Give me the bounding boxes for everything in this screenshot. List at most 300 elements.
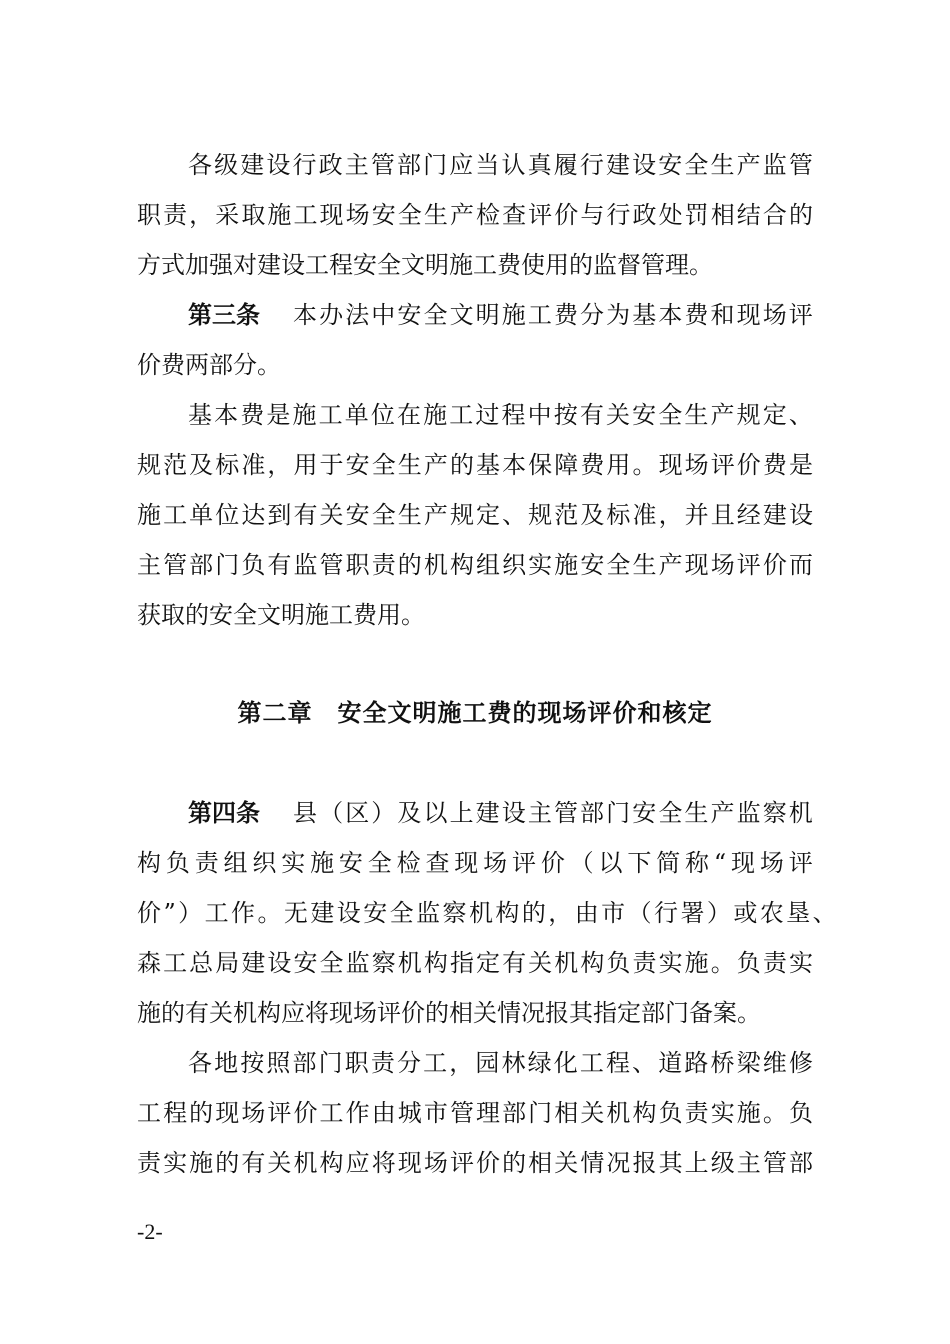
char: 构 [319, 1149, 344, 1177]
char: 机 [788, 799, 813, 827]
char: 采 [215, 201, 240, 229]
char: 有 [579, 401, 604, 429]
char: 全 [658, 799, 683, 827]
char: 监 [293, 551, 318, 579]
char: 检 [476, 201, 501, 229]
body-line: 价费两部分。 [137, 351, 281, 379]
char: 工 [579, 1049, 604, 1077]
char: 本 [502, 451, 527, 479]
char: ， [189, 201, 214, 229]
char: 责 [137, 1149, 161, 1177]
char: 责 [762, 949, 787, 977]
char: 按 [553, 401, 578, 429]
char: 建 [310, 899, 335, 927]
char: 施 [554, 551, 579, 579]
char: 实 [710, 1099, 735, 1127]
char: 负 [788, 1099, 813, 1127]
char: 政 [632, 201, 657, 229]
page-number: -2- [137, 1219, 163, 1244]
body-line [137, 1148, 813, 1178]
char: 关 [580, 1099, 605, 1127]
char: 园 [475, 1049, 500, 1077]
char: 现 [454, 849, 479, 877]
char: 费 [684, 301, 709, 329]
char: 的 [502, 1149, 527, 1177]
char: 程 [163, 1099, 188, 1127]
char: 位 [370, 401, 395, 429]
char: 全 [319, 949, 344, 977]
char: 照 [266, 1049, 291, 1077]
char: 绿 [527, 1049, 552, 1077]
char: 本 [293, 301, 317, 329]
char: 合 [762, 201, 787, 229]
char: 施 [189, 1149, 214, 1177]
char: 工 [423, 1049, 448, 1077]
char: 且 [710, 501, 735, 529]
char: 将 [371, 1149, 396, 1177]
char: 负 [165, 849, 190, 877]
char: 察 [442, 899, 467, 927]
char: 。 [257, 899, 282, 927]
char: 修 [788, 1049, 813, 1077]
char: 生 [397, 501, 422, 529]
char: 位 [215, 501, 240, 529]
char: 全 [371, 451, 396, 479]
char: 产 [423, 451, 448, 479]
char: 门 [318, 1049, 343, 1077]
article-3-text [293, 300, 813, 330]
body-line [137, 550, 813, 580]
char: 管 [553, 799, 578, 827]
char: 查 [425, 849, 450, 877]
char: 全 [684, 151, 709, 179]
char: 与 [580, 201, 605, 229]
char: 费 [762, 451, 787, 479]
char: 全 [658, 401, 683, 429]
char: 行 [606, 201, 631, 229]
char: 为 [606, 301, 631, 329]
char: 建 [762, 501, 787, 529]
char: 建 [475, 799, 500, 827]
char: 机 [293, 1149, 318, 1177]
char: 的 [521, 899, 546, 927]
char: 作 [231, 899, 256, 927]
char: 有 [267, 551, 292, 579]
char: 及 [580, 501, 605, 529]
char: 评 [267, 1099, 292, 1127]
char: 林 [501, 1049, 526, 1077]
char: 现 [215, 1099, 240, 1127]
char: 组 [476, 551, 501, 579]
char: 施 [501, 301, 526, 329]
char: 关 [554, 1149, 579, 1177]
char: 价 [293, 1099, 318, 1127]
char: 察 [762, 799, 787, 827]
char: 构 [580, 949, 605, 977]
char: 安 [345, 501, 370, 529]
char: 县 [293, 799, 317, 827]
char: 政 [318, 151, 343, 179]
char: 而 [788, 551, 813, 579]
char: 以 [423, 799, 448, 827]
char: 价 [554, 201, 579, 229]
char: 安 [293, 949, 318, 977]
chapter-heading: 第二章 安全文明施工费的现场评价和核定 [237, 699, 713, 727]
char: 基 [476, 451, 501, 479]
char: 产 [710, 401, 735, 429]
char: 施 [267, 201, 292, 229]
char: 评 [736, 551, 761, 579]
char: 实 [658, 949, 683, 977]
char: 法 [345, 301, 370, 329]
char: 农 [759, 899, 784, 927]
char: 机 [468, 899, 493, 927]
char: 下 [627, 849, 652, 877]
char: 机 [423, 551, 448, 579]
char: 门 [423, 151, 448, 179]
char: 场 [710, 551, 735, 579]
char: 评 [788, 849, 813, 877]
char: 门 [528, 1099, 553, 1127]
char: 价 [476, 1149, 501, 1177]
char: 监 [736, 799, 761, 827]
char: 障 [554, 451, 579, 479]
char: 职 [345, 551, 370, 579]
body-line [188, 1048, 813, 1078]
char: 责 [370, 1049, 395, 1077]
char: “ [713, 849, 727, 877]
char: 定 [476, 949, 501, 977]
char: 本 [214, 401, 239, 429]
char: 工 [449, 401, 474, 429]
char: 按 [240, 1049, 265, 1077]
body-line [137, 450, 813, 480]
char: 无 [283, 899, 308, 927]
char: 梁 [736, 1049, 761, 1077]
char: ） [706, 899, 731, 927]
char: ， [267, 451, 292, 479]
char: 定 [762, 401, 787, 429]
char: 地 [214, 1049, 239, 1077]
char: 标 [606, 501, 631, 529]
char: 构 [632, 1099, 657, 1127]
char: 设 [336, 899, 361, 927]
article-4-line [188, 798, 813, 828]
char: 是 [266, 401, 291, 429]
char: 责 [163, 201, 188, 229]
char: 现 [397, 1149, 422, 1177]
char: 部 [788, 1149, 813, 1177]
char: 桥 [710, 1049, 735, 1077]
char: 责 [632, 949, 657, 977]
char: 织 [252, 849, 277, 877]
char: 机 [397, 949, 422, 977]
char: 现 [684, 551, 709, 579]
char: 构 [137, 849, 161, 877]
char: 城 [397, 1099, 422, 1127]
char: 真 [527, 151, 552, 179]
char: 产 [423, 501, 448, 529]
char: 、 [812, 899, 837, 927]
char: 管 [762, 1149, 787, 1177]
char: 部 [397, 151, 421, 179]
char: 当 [475, 151, 500, 179]
char: 产 [658, 551, 683, 579]
char: 中 [371, 301, 396, 329]
char: 部 [292, 1049, 317, 1077]
char: 中 [527, 401, 552, 429]
char: 安 [632, 401, 657, 429]
char: 施 [292, 401, 317, 429]
char: 相 [528, 1149, 553, 1177]
body-line: 施的有关机构应将现场评价的相关情况报其指定部门备案。 [137, 999, 761, 1027]
char: 评 [449, 1149, 474, 1177]
char: 监 [762, 151, 787, 179]
char: 规 [528, 501, 553, 529]
article-4-label: 第四条 [188, 799, 260, 827]
char: 生 [710, 151, 735, 179]
char: 实 [281, 849, 306, 877]
char: 费 [553, 301, 578, 329]
char: 以 [598, 849, 623, 877]
char: 安 [363, 899, 388, 927]
char: 产 [449, 201, 474, 229]
char: 设 [501, 799, 526, 827]
char: 单 [189, 501, 214, 529]
char: 工 [204, 899, 229, 927]
char: 行 [579, 151, 604, 179]
char: 价 [762, 551, 787, 579]
char: 上 [684, 1149, 709, 1177]
article-3-line [188, 300, 813, 330]
char: 部 [502, 1099, 527, 1127]
char: 安 [371, 201, 396, 229]
char: 局 [215, 949, 240, 977]
char: ” [163, 899, 176, 927]
char: 费 [580, 451, 605, 479]
char: 。 [632, 451, 657, 479]
char: 现 [731, 849, 755, 877]
char: 施 [137, 501, 161, 529]
char: 由 [574, 899, 599, 927]
char: 。 [762, 1099, 787, 1127]
char: 程 [606, 1049, 630, 1077]
body-line [137, 200, 813, 230]
char: 机 [554, 949, 579, 977]
char: 门 [215, 551, 240, 579]
char: 全 [397, 201, 422, 229]
char: 安 [658, 151, 683, 179]
char: 施 [423, 401, 448, 429]
char: 评 [511, 849, 536, 877]
char: ， [449, 1049, 474, 1077]
char: 作 [345, 1099, 370, 1127]
char: 于 [319, 451, 344, 479]
char: 范 [163, 451, 188, 479]
char: 工 [318, 401, 343, 429]
char: 全 [423, 301, 448, 329]
char: 有 [502, 949, 527, 977]
char: 工 [293, 201, 318, 229]
char: 文 [449, 301, 474, 329]
char: 部 [189, 551, 214, 579]
char: 责 [194, 849, 219, 877]
char: 主 [527, 799, 552, 827]
char: 取 [241, 201, 266, 229]
char: 结 [736, 201, 761, 229]
char: 理 [476, 1099, 501, 1127]
char: 其 [658, 1149, 683, 1177]
char: 全 [389, 899, 414, 927]
char: 设 [266, 151, 291, 179]
char: 称 [685, 849, 710, 877]
char: 履 [553, 151, 578, 179]
char: 工 [163, 501, 188, 529]
char: 并 [684, 501, 709, 529]
char: 署 [680, 899, 705, 927]
char: 主 [344, 151, 369, 179]
char: 安 [580, 551, 605, 579]
char: 分 [580, 301, 605, 329]
char: 实 [788, 949, 813, 977]
char: 全 [367, 849, 392, 877]
char: 场 [684, 451, 709, 479]
char: 关 [267, 1149, 292, 1177]
char: 场 [345, 201, 370, 229]
char: 负 [606, 949, 631, 977]
char: 产 [710, 799, 735, 827]
char: 构 [423, 949, 448, 977]
char: 建 [241, 949, 266, 977]
char: 组 [223, 849, 248, 877]
char: 行 [654, 899, 679, 927]
char: 有 [241, 1149, 266, 1177]
char: 、 [502, 501, 527, 529]
char: 程 [501, 401, 526, 429]
char: 的 [788, 201, 813, 229]
char: 部 [580, 799, 605, 827]
char: （ [569, 849, 594, 877]
char: 管 [370, 151, 395, 179]
char: 费 [240, 401, 265, 429]
char: 本 [658, 301, 683, 329]
char: 规 [449, 501, 474, 529]
char: 情 [580, 1149, 605, 1177]
char: 机 [606, 1099, 631, 1127]
char: 工 [163, 949, 188, 977]
char: 管 [788, 151, 813, 179]
char: 价 [736, 451, 761, 479]
char: 全 [606, 551, 631, 579]
char: 经 [736, 501, 761, 529]
char: 的 [397, 551, 422, 579]
char: 检 [396, 849, 421, 877]
char: 门 [606, 799, 631, 827]
char: 现 [658, 451, 683, 479]
body-line [188, 150, 813, 180]
char: 达 [241, 501, 266, 529]
char: 的 [215, 1149, 240, 1177]
char: 。 [710, 949, 735, 977]
char: 关 [319, 501, 344, 529]
char: 简 [656, 849, 681, 877]
char: 垦 [786, 899, 811, 927]
char: 分 [397, 1049, 421, 1077]
char: 罚 [684, 201, 709, 229]
char: 负 [241, 551, 266, 579]
char: 安 [338, 849, 363, 877]
char: 设 [267, 949, 292, 977]
char: 准 [241, 451, 266, 479]
char: 用 [606, 451, 631, 479]
char: 生 [423, 201, 448, 229]
char: 生 [632, 551, 657, 579]
article-4-text [293, 798, 813, 828]
char: 构 [495, 899, 520, 927]
char: 在 [397, 401, 421, 429]
char: 况 [606, 1149, 631, 1177]
char: 准 [632, 501, 657, 529]
char: 监 [416, 899, 441, 927]
char: 现 [736, 301, 761, 329]
char: 实 [163, 1149, 188, 1177]
char: 认 [501, 151, 526, 179]
char: 级 [214, 151, 239, 179]
char: 维 [762, 1049, 787, 1077]
char: 实 [528, 551, 553, 579]
char: 场 [759, 849, 784, 877]
char: 由 [371, 1099, 396, 1127]
char: 负 [658, 1099, 683, 1127]
char: 场 [483, 849, 508, 877]
char: 生 [684, 799, 709, 827]
char: 全 [371, 501, 396, 529]
char: 相 [554, 1099, 579, 1127]
char: ） [371, 799, 396, 827]
char: 上 [449, 799, 474, 827]
body-line [137, 500, 813, 530]
char: 安 [397, 301, 422, 329]
char: 管 [319, 551, 344, 579]
char: 关 [606, 401, 630, 429]
char: 办 [319, 301, 344, 329]
char: 设 [788, 501, 813, 529]
char: 基 [188, 401, 212, 429]
char: 责 [371, 551, 396, 579]
char: 及 [397, 799, 422, 827]
char: 报 [632, 1149, 657, 1177]
char: 有 [293, 501, 318, 529]
char: 道 [658, 1049, 683, 1077]
char: 路 [684, 1049, 709, 1077]
body-line [137, 898, 837, 928]
char: 安 [345, 451, 370, 479]
char: 及 [189, 451, 214, 479]
char: 级 [710, 1149, 735, 1177]
char: 现 [319, 201, 344, 229]
char: 应 [449, 151, 474, 179]
char: ） [178, 899, 203, 927]
body-line: 获取的安全文明施工费用。 [137, 601, 425, 629]
char: 场 [762, 301, 787, 329]
char: 监 [345, 949, 370, 977]
char: 市 [601, 899, 626, 927]
char: 区 [345, 799, 370, 827]
char: 建 [240, 151, 265, 179]
char: 到 [267, 501, 292, 529]
char: 管 [163, 551, 188, 579]
char: 、 [632, 1049, 657, 1077]
